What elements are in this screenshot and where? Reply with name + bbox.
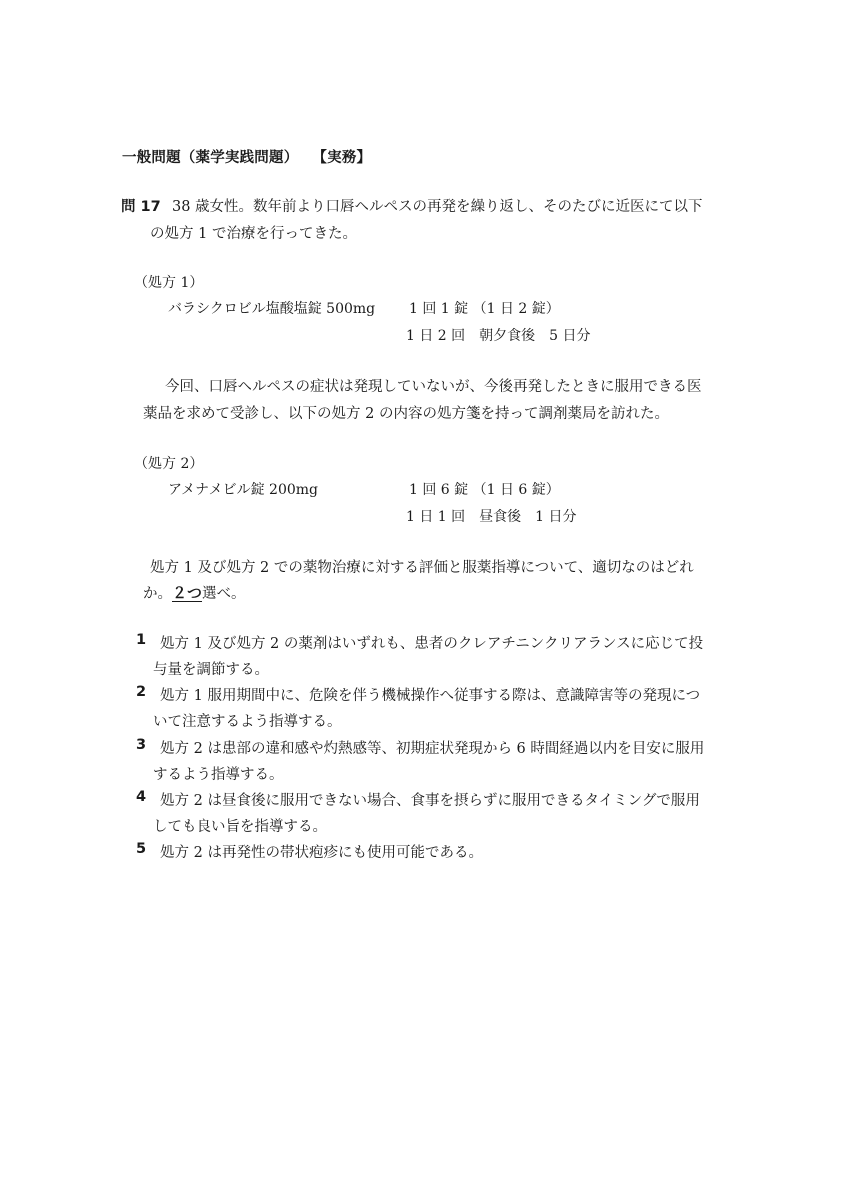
instruction-emphasis: ２つ [172, 584, 203, 602]
section-title: 一般問題（薬学実践問題） [122, 150, 299, 166]
option-1-number: 1 [136, 632, 147, 648]
option-1-line-2: 与量を調節する。 [153, 662, 269, 678]
paragraph-2-line-2: 薬品を求めて受診し、以下の処方 2 の内容の処方箋を持って調剤薬局を訪れた。 [143, 406, 669, 422]
option-1-line-1: 処方 1 及び処方 2 の薬剤はいずれも、患者のクレアチニンクリアランスに応じて投 [160, 636, 704, 652]
instruction-suffix: 選べ。 [202, 586, 246, 602]
option-2-number: 2 [136, 684, 147, 700]
question-intro-line-1: 38 歳女性。数年前より口唇ヘルペスの再発を繰り返し、そのたびに近医にて以下 [172, 199, 703, 215]
prescription-1-frequency: 1 日 2 回 朝夕食後 5 日分 [406, 328, 591, 344]
instruction-prefix: か。 [143, 586, 172, 602]
prescription-2-label: （処方 2） [134, 456, 204, 472]
prescription-1-label: （処方 1） [134, 275, 204, 291]
prescription-1-dose: 1 回 1 錠 （1 日 2 錠） [409, 301, 560, 317]
option-2-line-1: 処方 1 服用期間中に、危険を伴う機械操作へ従事する際は、意識障害等の発現につ [160, 688, 701, 704]
prescription-2-frequency: 1 日 1 回 昼食後 1 日分 [406, 509, 577, 525]
option-5-line-1: 処方 2 は再発性の帯状疱疹にも使用可能である。 [160, 845, 483, 861]
prescription-2-drug: アメナメビル錠 200mg [168, 482, 319, 498]
question-intro-line-2: の処方 1 で治療を行ってきた。 [150, 226, 357, 242]
prescription-1-drug: バラシクロビル塩酸塩錠 500mg [168, 301, 376, 317]
option-4-line-2: しても良い旨を指導する。 [153, 819, 327, 835]
section-heading [122, 146, 371, 167]
paragraph-3-line-1: 処方 1 及び処方 2 での薬物治療に対する評価と服薬指導について、適切なのはどれ [150, 560, 694, 576]
subject-title: 【実務】 [312, 150, 372, 166]
option-3-line-1: 処方 2 は患部の違和感や灼熱感等、初期症状発現から 6 時間経過以内を目安に服用 [160, 741, 705, 757]
option-4-line-1: 処方 2 は昼食後に服用できない場合、食事を摂らずに服用できるタイミングで服用 [160, 793, 700, 809]
option-3-number: 3 [136, 737, 147, 753]
paragraph-3-line-2 [143, 582, 246, 603]
option-4-number: 4 [136, 789, 147, 805]
prescription-2-dose: 1 回 6 錠 （1 日 6 錠） [409, 482, 560, 498]
option-5-number: 5 [136, 841, 147, 857]
question-number: 問 17 [121, 199, 161, 215]
paragraph-2-line-1: 今回、口唇ヘルペスの症状は発現していないが、今後再発したときに服用できる医 [165, 379, 702, 395]
option-3-line-2: するよう指導する。 [153, 767, 284, 783]
option-2-line-2: いて注意するよう指導する。 [153, 714, 342, 730]
